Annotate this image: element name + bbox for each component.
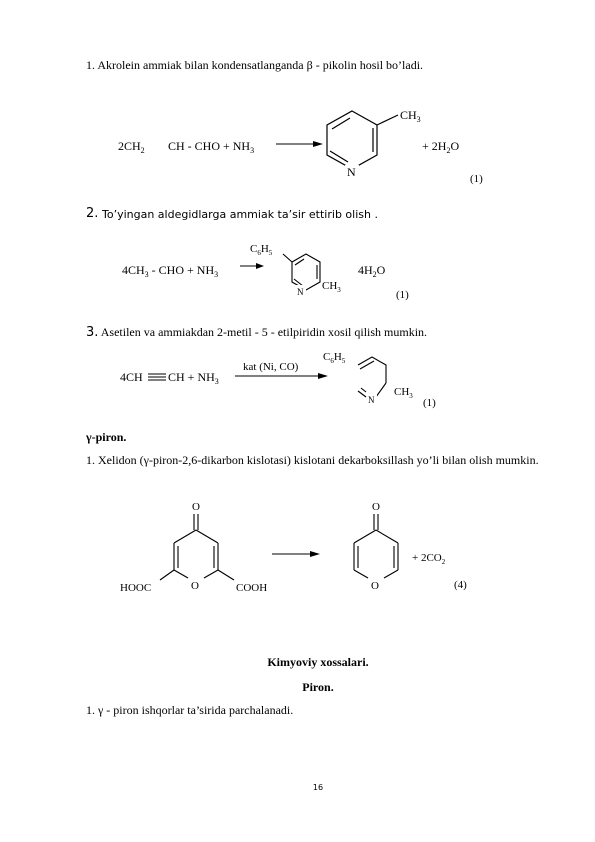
section-title: Kimyoviy xossalari.: [267, 655, 369, 669]
r3-methyl: $CH_3$: [394, 386, 413, 400]
r1-ring-nitrogen: N: [347, 165, 356, 179]
r3-lhs-a: 4CH: [120, 370, 143, 384]
r3-pyridine-ring: [358, 357, 386, 397]
r4-carbonyl-oxygen: O: [192, 501, 200, 513]
r4-gamma-pyrone: [354, 514, 398, 578]
r3-phenyl: $C_6H_5$: [323, 351, 346, 365]
r1-arrow: [276, 141, 323, 147]
r1-methyl: $CH_3$: [400, 108, 421, 124]
r4-product-ring-oxygen: O: [371, 580, 379, 592]
subsection-title: Piron.: [302, 680, 334, 694]
r2-lhs: $4CH_3$ - CHO + $NH_3$: [122, 263, 219, 279]
r2-phenyl: $C_6H_5$: [250, 243, 273, 257]
reaction-3-text: Asetilen va ammiakdan 2-metil - 5 - etilpiridin xosil qilish mumkin.: [100, 325, 428, 339]
gamma-piron-heading: γ-piron.: [86, 430, 127, 444]
reaction-3-caption: [86, 325, 427, 340]
r3-arrow: [235, 373, 328, 379]
reaction-2-caption: To’yingan aldegidlarga ammiak ta’sir ettirib olish .: [102, 208, 378, 221]
r2-ring-nitrogen: N: [297, 287, 304, 297]
r2-methyl: $CH_3$: [322, 280, 341, 294]
reaction-4-scheme: [110, 496, 490, 606]
r3-catalyst: kat (Ni, CO): [243, 361, 299, 373]
reaction-1-caption: 1. Akrolein ammiak bilan kondensatlanganda β - pikolin hosil bo’ladi.: [86, 58, 424, 72]
item-2-number: 2.: [86, 206, 99, 221]
item-3-number: 3.: [86, 325, 99, 340]
r2-pyridine-ring: [283, 254, 320, 290]
r1-pyridine-ring: [327, 111, 398, 169]
reaction-2-scheme: [110, 238, 430, 308]
r1-lhs-a: $2CH_2$: [118, 139, 145, 155]
r4-arrow: [272, 551, 320, 557]
r2-byproduct: $4H_2O$: [358, 263, 386, 279]
r4-hooc: HOOC: [120, 582, 152, 594]
r3-ring-nitrogen: N: [368, 395, 375, 405]
r3-ref: (1): [423, 397, 436, 409]
piron-property-1: 1. γ - piron ishqorlar ta’sirida parchalanadi.: [86, 703, 294, 717]
r4-product-carbonyl-oxygen: O: [372, 501, 380, 513]
reaction-1-scheme: [110, 105, 510, 195]
reaction-3-scheme: [110, 343, 460, 413]
r4-cooh: COOH: [236, 582, 268, 594]
xelidon-paragraph: 1. Xelidon (γ-piron-2,6-dikarbon kislotasi) kislotani dekarboksillash yo’li bilan olish mumkin.: [86, 453, 539, 467]
r1-ref: (1): [470, 173, 483, 185]
r4-ring-oxygen: O: [191, 580, 199, 592]
r4-ref: (4): [454, 579, 467, 591]
r1-byproduct: + $2H_2O$: [422, 139, 460, 155]
r1-lhs-b: CH - CHO + $NH_3$: [168, 139, 255, 155]
page-number: 16: [312, 783, 324, 792]
r2-ref: (1): [396, 289, 409, 301]
r2-arrow: [240, 263, 264, 269]
r3-triple-bond: [148, 374, 166, 380]
r4-chelidonic-acid: [160, 514, 234, 580]
r4-byproduct: + $2CO_2$: [412, 552, 446, 566]
r3-lhs-b: CH + $NH_3$: [168, 370, 219, 386]
